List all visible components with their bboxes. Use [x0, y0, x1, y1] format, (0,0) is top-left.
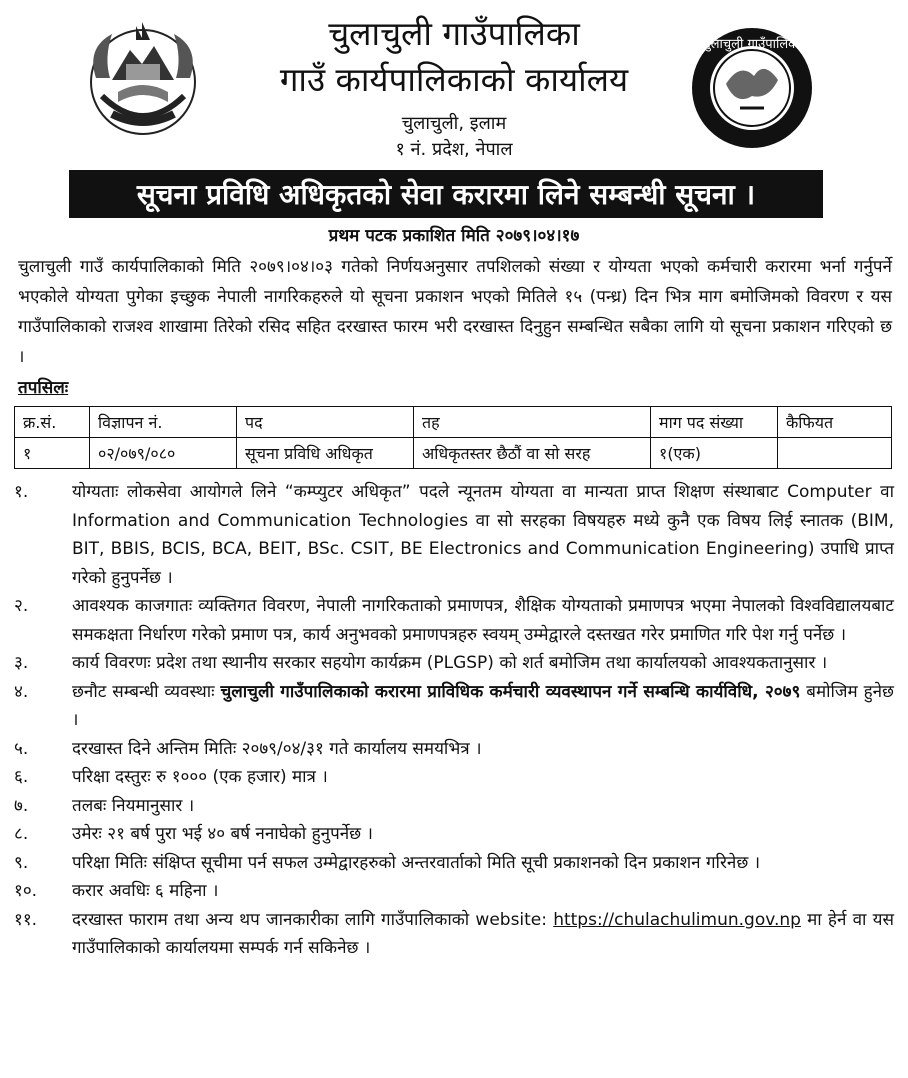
item-text: [72, 906, 894, 963]
list-item: [14, 820, 894, 849]
item-number: १०.: [14, 881, 38, 901]
published-date: प्रथम पटक प्रकाशित मिति २०७९।०४।१७: [328, 226, 580, 246]
list-item: [14, 763, 894, 792]
col-post: पद: [237, 407, 414, 438]
office-address: चुलाचुली, इलाम: [401, 113, 507, 134]
item-number: ८.: [14, 824, 29, 844]
office-name: चुलाचुली गाउँपालिका: [328, 14, 580, 53]
notice-title-banner: सूचना प्रविधि अधिकृतको सेवा करारमा लिने सम्बन्धी सूचना ।: [69, 170, 823, 218]
cell-post: सूचना प्रविधि अधिकृत: [237, 438, 414, 469]
item-number: ५.: [14, 738, 29, 759]
website-link[interactable]: https://chulachulimun.gov.np: [553, 909, 801, 930]
item-number: ३.: [14, 653, 29, 673]
col-level: तह: [414, 407, 651, 438]
conditions-list: [14, 478, 894, 963]
details-label: तपसिलः: [18, 378, 69, 398]
cell-ad-number: ०२/०७९/०८०: [90, 438, 237, 469]
col-serial: क्र.सं.: [15, 407, 90, 438]
list-item: [14, 877, 894, 906]
list-item: [14, 735, 894, 764]
item-text: परिक्षा दस्तुरः रु १००० (एक हजार) मात्र ।: [72, 767, 328, 787]
item-number: २.: [14, 596, 29, 616]
col-remarks: कैफियत: [778, 407, 892, 438]
item-number: ११.: [14, 909, 38, 930]
list-item: [14, 849, 894, 878]
vacancy-table: [14, 406, 892, 469]
col-count: माग पद संख्या: [651, 407, 778, 438]
item-text: उमेरः २१ बर्ष पुरा भई ४० बर्ष ननाघेको हुनुपर्नेछ ।: [72, 824, 373, 844]
item-number: १.: [14, 482, 29, 502]
list-item: [14, 678, 894, 735]
col-ad-number: विज्ञापन नं.: [90, 407, 237, 438]
item-text: तलबः नियमानुसार ।: [72, 795, 195, 816]
item-text: [72, 678, 894, 735]
svg-text:चुलाचुली गाउँपालिका: चुलाचुली गाउँपालिका: [702, 37, 802, 52]
item-text: योग्यताः लोकसेवा आयोगले लिने “कम्प्युटर अधिकृत” पदले न्यूनतम योग्यता वा मान्यता प्राप्त शिक्षण संस्थाबाट Computer वा Information and Communication Technologies वा सो सरहका विषयहरु मध्ये कुनै एक विषय लिई स्नातक (BIM, BIT, BBIS, BCIS, BCA, BEIT, BSc. CSIT, BE Electronics and Communication Engineering) उपाधि प्राप्त गरेको हुनुपर्नेछ ।: [72, 482, 894, 588]
item-number: ९.: [14, 852, 29, 873]
item-suffix: मा हेर्न वा यस गाउँपालिकाको कार्यालयमा सम्पर्क गर्न सकिनेछ ।: [72, 909, 894, 958]
cell-serial: १: [15, 438, 90, 469]
list-item: [14, 478, 894, 592]
table-row: [15, 438, 892, 469]
list-item: [14, 649, 894, 678]
item-text: करार अवधिः ६ महिना ।: [72, 881, 219, 901]
cell-count: १(एक): [651, 438, 778, 469]
procedure-name: चुलाचुली गाउँपालिकाको करारमा प्राविधिक कर्मचारी व्यवस्थापन गर्ने सम्बन्धि कार्यविधि, २०७९: [220, 681, 801, 702]
item-text: कार्य विवरणः प्रदेश तथा स्थानीय सरकार सहयोग कार्यक्रम (PLGSP) को शर्त बमोजिम तथा कार्यालयको आवश्यकतानुसार ।: [72, 653, 828, 673]
item-text: दरखास्त दिने अन्तिम मितिः २०७९/०४/३१ गते कार्यालय समयभित्र ।: [72, 738, 482, 759]
office-province: १ नं. प्रदेश, नेपाल: [395, 139, 513, 160]
cell-level: अधिकृतस्तर छैठौं वा सो सरह: [414, 438, 651, 469]
cell-remarks: [778, 438, 892, 469]
item-number: ४.: [14, 681, 29, 702]
item-text: आवश्यक काजगातः व्यक्तिगत विवरण, नेपाली नागरिकताको प्रमाणपत्र, शैक्षिक योग्यताको प्रमाणपत्र भएमा नेपालको विश्वविद्यालयबाट समकक्षता निर्धारण गरेको प्रमाण पत्र, कार्य अनुभवको प्रमाणपत्रहरु स्वयम् उम्मेद्वारले दस्तखत गरेर प्रमाणित गरि पेश गर्नु पर्नेछ ।: [72, 596, 894, 645]
table-header-row: [15, 407, 892, 438]
list-item: [14, 792, 894, 821]
item-prefix: दरखास्त फाराम तथा अन्य थप जानकारीका लागि गाउँपालिकाको website:: [72, 909, 554, 930]
list-item: [14, 592, 894, 649]
item-suffix: बमोजिम हुनेछ ।: [72, 681, 894, 730]
item-number: ७.: [14, 795, 29, 816]
item-number: ६.: [14, 767, 29, 787]
office-subtitle: गाउँ कार्यपालिकाको कार्यालय: [279, 60, 629, 99]
item-prefix: छनौट सम्बन्धी व्यवस्थाः: [72, 681, 221, 702]
list-item: [14, 906, 894, 963]
letterhead: [0, 0, 908, 168]
item-text: परिक्षा मितिः संक्षिप्त सूचीमा पर्न सफल उम्मेद्वारहरुको अन्तरवार्ताको मिति सूची प्रकाशनको दिन प्रकाशन गरिनेछ ।: [72, 852, 761, 873]
intro-paragraph: चुलाचुली गाउँ कार्यपालिकाको मिति २०७९।०४।०३ गतेको निर्णयअनुसार तपशिलको संख्या र योग्यता भएको कर्मचारी करारमा भर्ना गर्नुपर्ने भएकोले योग्यता पुगेका इच्छुक नेपाली नागरिकहरुले यो सूचना प्रकाशन भएको मितिले १५ (पन्ध्र) दिन भित्र माग बमोजिमको विवरण र यस गाउँपालिकाको राजश्व शाखामा तिरेको रसिद सहित दरखास्त फारम भरी दरखास्त दिनुहुन सम्बन्धित सबैका लागि यो सूचना प्रकाशन गरिएको छ ।: [18, 257, 892, 367]
